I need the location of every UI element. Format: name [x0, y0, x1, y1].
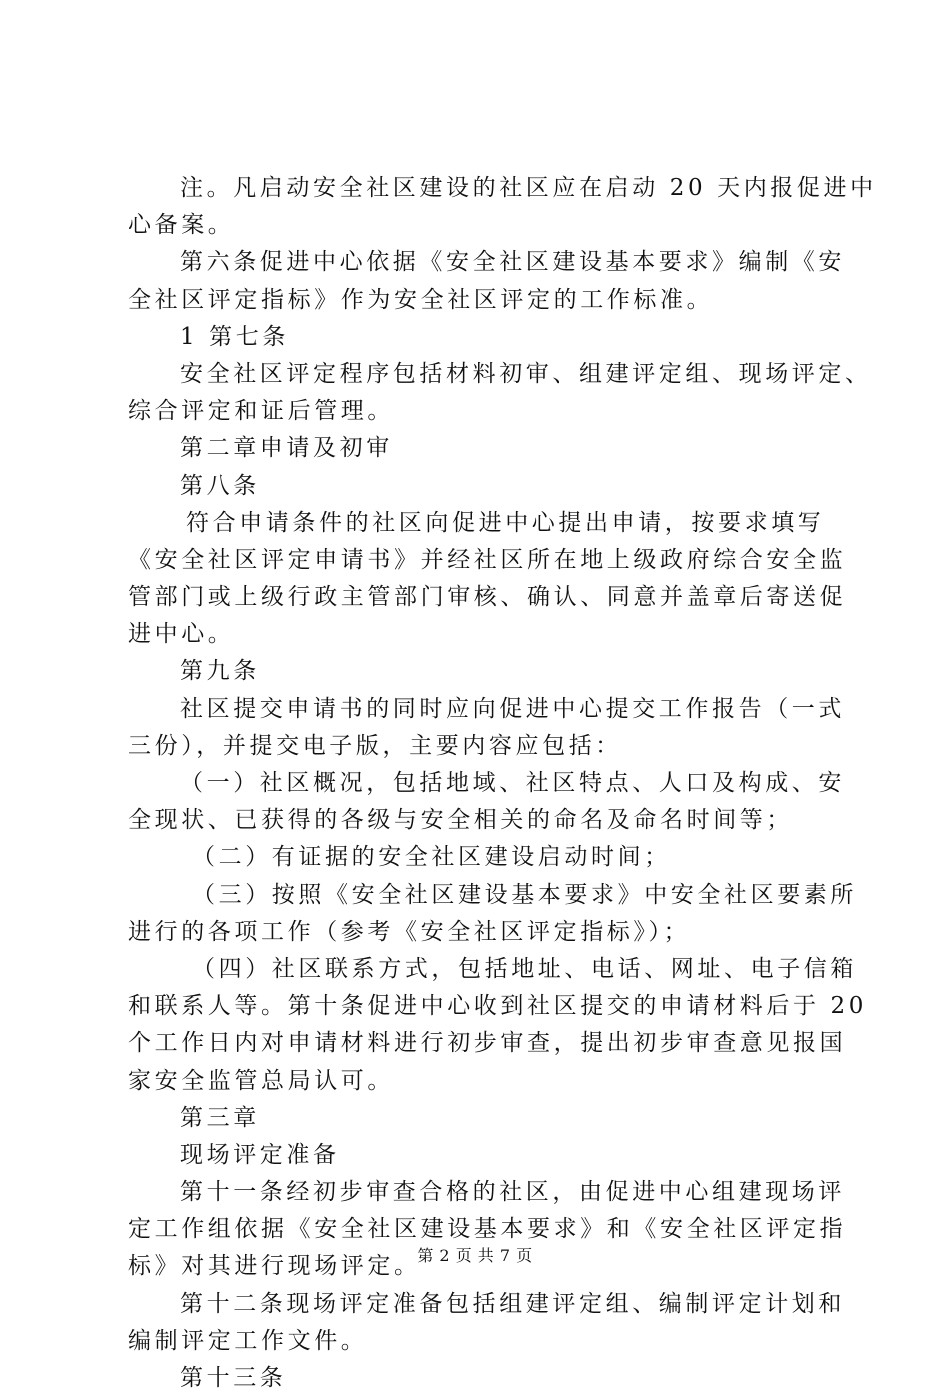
list-item: （三）按照《安全社区建设基本要求》中安全社区要素所	[192, 881, 857, 908]
text-line: 进中心。	[128, 621, 235, 648]
chapter-title: 现场评定准备	[180, 1141, 340, 1168]
text-line: 社区提交申请书的同时应向促进中心提交工作报告（一式	[180, 695, 845, 722]
text-line: 家安全监管总局认可。	[128, 1067, 394, 1094]
text-line: 三份），并提交电子版，主要内容应包括：	[128, 732, 622, 759]
page-number: 第 2 页 共 7 页	[417, 1246, 533, 1265]
text-line: 标》对其进行现场评定。	[128, 1253, 421, 1280]
page-footer	[0, 1243, 950, 1266]
text-line: 编制评定工作文件。	[128, 1327, 368, 1354]
text-line: 进行的各项工作（参考《安全社区评定指标》）；	[128, 918, 691, 945]
text-line: 综合评定和证后管理。	[128, 398, 394, 425]
list-item: （二）有证据的安全社区建设启动时间；	[192, 844, 671, 871]
text-line: 全现状、已获得的各级与安全相关的命名及命名时间等；	[128, 807, 793, 834]
text-line: 安全社区评定程序包括材料初审、组建评定组、现场评定、	[180, 360, 872, 387]
text-line: 管部门或上级行政主管部门审核、确认、同意并盖章后寄送促	[128, 584, 847, 611]
article-heading: 第八条	[180, 472, 260, 499]
text-line: 第六条促进中心依据《安全社区建设基本要求》编制《安	[180, 249, 845, 276]
text-line: 和联系人等。第十条促进中心收到社区提交的申请材料后于 20	[128, 993, 867, 1020]
text-line: 全社区评定指标》作为安全社区评定的工作标准。	[128, 286, 714, 313]
text-line: 《安全社区评定申请书》并经社区所在地上级政府综合安全监	[128, 546, 847, 573]
text-line: 第十二条现场评定准备包括组建评定组、编制评定计划和	[180, 1290, 845, 1317]
list-item: （四）社区联系方式，包括地址、电话、网址、电子信箱	[192, 955, 857, 982]
article-heading: 第十三条	[180, 1365, 287, 1391]
article-heading: 第九条	[180, 658, 260, 685]
text-line: 注。凡启动安全社区建设的社区应在启动 20 天内报促进中	[180, 175, 877, 201]
text-line: 符合申请条件的社区向促进中心提出申请，按要求填写	[186, 509, 825, 536]
text-line: 1 第七条	[180, 323, 289, 350]
document-body	[128, 170, 877, 1397]
chapter-heading: 第二章申请及初审	[180, 435, 393, 462]
text-line: 第十一条经初步审查合格的社区，由促进中心组建现场评	[180, 1179, 845, 1206]
text-line: 心备案。	[128, 212, 235, 239]
list-item: （一）社区概况，包括地域、社区特点、人口及构成、安	[180, 770, 845, 796]
text-line: 定工作组依据《安全社区建设基本要求》和《安全社区评定指	[128, 1216, 847, 1243]
text-line: 个工作日内对申请材料进行初步审查，提出初步审查意见报国	[128, 1030, 847, 1057]
chapter-heading: 第三章	[180, 1104, 260, 1131]
